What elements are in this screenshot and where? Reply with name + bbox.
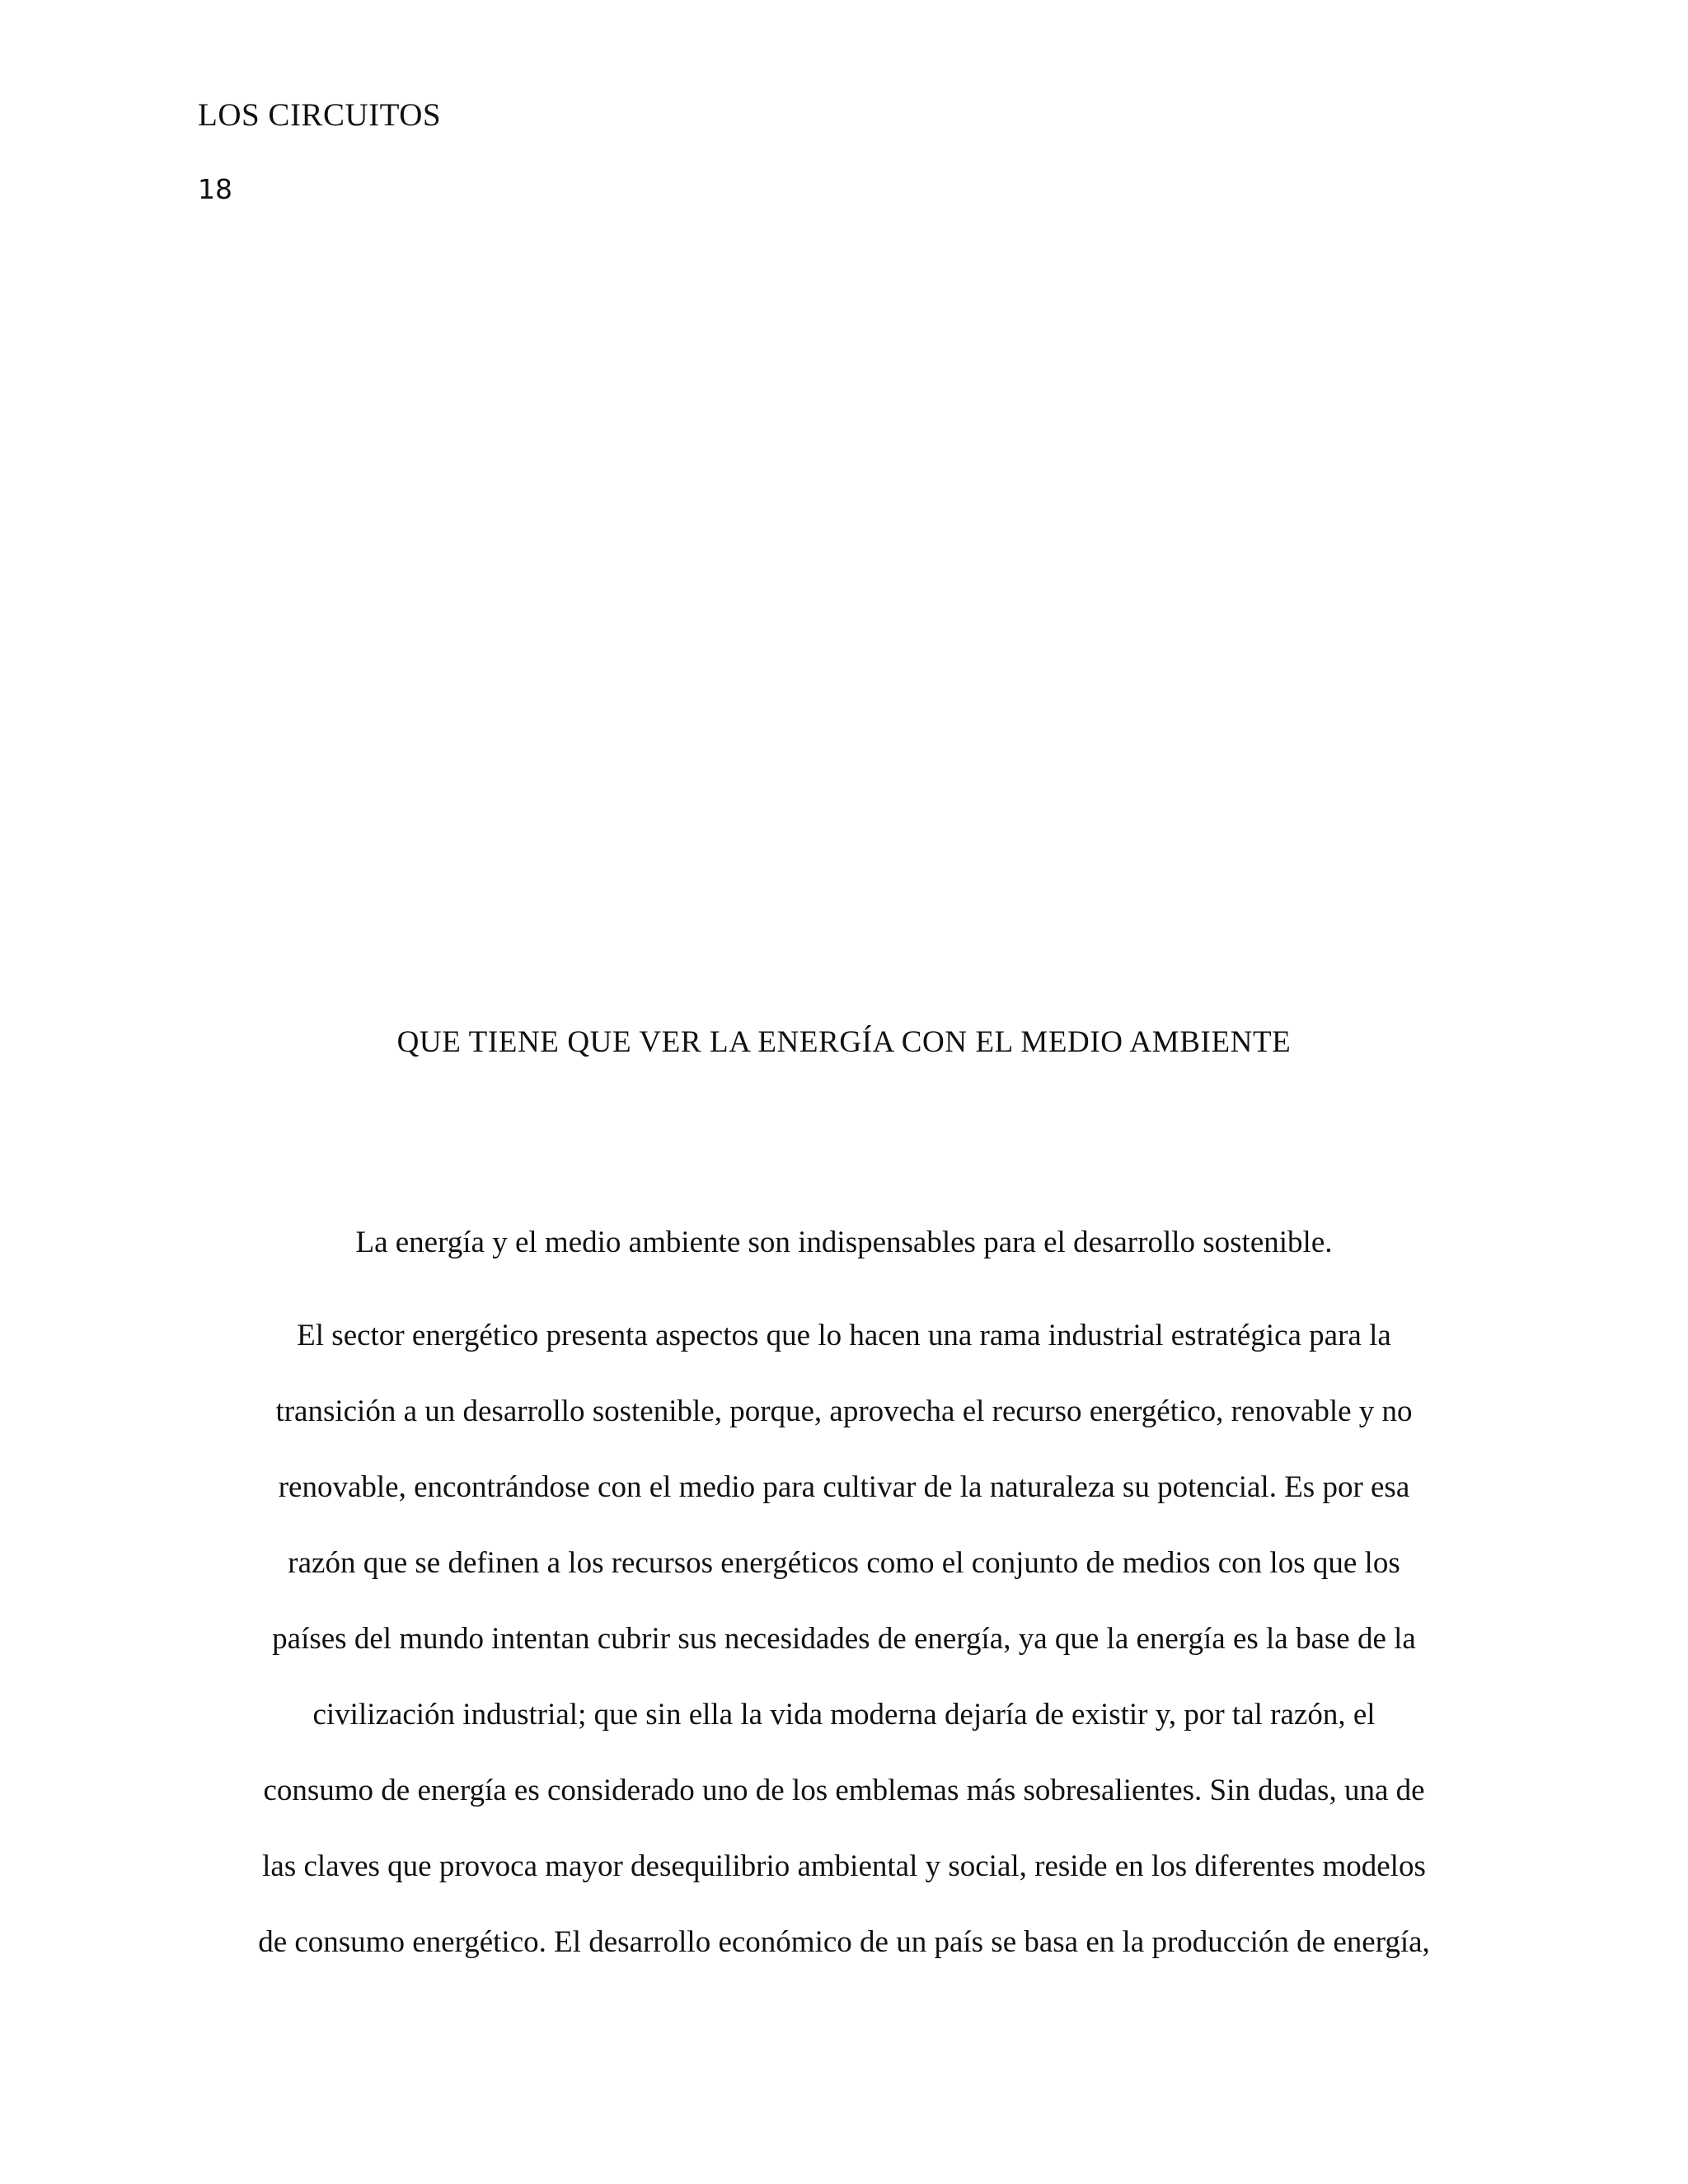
intro-paragraph: La energía y el medio ambiente son indispensables para el desarrollo sostenible. (355, 1226, 1333, 1259)
paragraph-line: países del mundo intentan cubrir sus necesidades de energía, ya que la energía es la base de la (272, 1622, 1416, 1656)
paragraph-line: las claves que provoca mayor desequilibrio ambiental y social, reside en los diferentes modelos (262, 1849, 1426, 1883)
paragraph-line: transición a un desarrollo sostenible, porque, aprovecha el recurso energético, renovable y no (275, 1394, 1413, 1428)
paragraph-line: de consumo energético. El desarrollo económico de un país se basa en la producción de energía, (258, 1925, 1430, 1959)
paragraph-line: El sector energético presenta aspectos que lo hacen una rama industrial estratégica para la (297, 1319, 1391, 1352)
body-paragraph (0, 1313, 1688, 1995)
paragraph-line: civilización industrial; que sin ella la vida moderna dejaría de existir y, por tal razón, el (312, 1698, 1376, 1732)
paragraph-line: razón que se definen a los recursos energéticos como el conjunto de medios con los que los (288, 1546, 1400, 1580)
running-head: LOS CIRCUITOS (198, 97, 442, 133)
page-number: 18 (198, 173, 232, 205)
section-title: QUE TIENE QUE VER LA ENERGÍA CON EL MEDIO AMBIENTE (396, 1025, 1292, 1059)
paragraph-line: consumo de energía es considerado uno de los emblemas más sobresalientes. Sin dudas, una de (263, 1774, 1425, 1807)
paragraph-line: renovable, encontrándose con el medio para cultivar de la naturaleza su potencial. Es por esa (278, 1470, 1410, 1504)
